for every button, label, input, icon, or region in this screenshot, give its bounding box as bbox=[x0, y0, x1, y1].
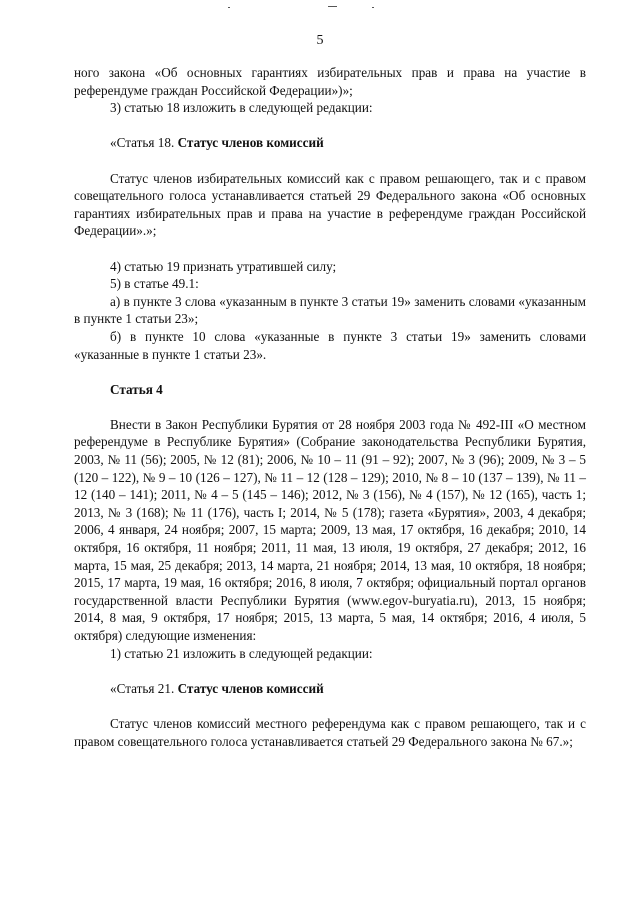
list-item: 4) статью 19 признать утратившей силу; bbox=[110, 258, 337, 274]
article-title: Статья 4 bbox=[110, 381, 163, 397]
list-item: 3) статью 18 изложить в следующей редакции: bbox=[110, 100, 373, 116]
article-title: Статус членов комиссий bbox=[177, 135, 324, 151]
scan-artifact bbox=[228, 7, 230, 8]
scan-artifact bbox=[328, 6, 337, 7]
paragraph: Статус членов комиссий местного референдума как с правом решающего, так и с правом совещательного голоса устанавливается статьей 29 Федерального закона № 67.»; bbox=[74, 715, 586, 749]
article-number: «Статья 21. bbox=[110, 680, 178, 696]
article-title: Статус членов комиссий bbox=[177, 680, 324, 696]
paragraph: ного закона «Об основных гарантиях избирательных прав и права на участие в референдуме граждан Российской Федерации»)»; bbox=[74, 65, 586, 98]
list-item: 1) статью 21 изложить в следующей редакции: bbox=[110, 645, 373, 661]
list-item: а) в пункте 3 слова «указанным в пункте 3 статьи 19» заменить словами «указанным в пункте 1 статьи 23»; bbox=[74, 293, 586, 327]
paragraph: Внести в Закон Республики Бурятия от 28 ноября 2003 года № 492-III «О местном референдуме в Республике Бурятия» (Собрание законодательства Республики Бурятия, 2003, № 11 (56); 2005, № 12 (81); 2006, № 10 – 11 (91 – 92); 2007, № 3 (96); 2009, № 3 – 5 (120 – 122), № 9 – 10 (126 – 127), № 11 – 12 (128 – 129); 2010, № 8 – 10 (137 – 139), № 11 – 12 (140 – 141); 2011, № 4 – 5 (145 – 146); 2012, № 3 (156), № 4 (157), № 12 (165), часть 1; 2013, № 3 (168); № 11 (176), часть I; 2014, № 5 (178); газета «Бурятия», 2003, 4 декабря; 2006, 4 января, 24 ноября; 2007, 15 марта; 2009, 13 мая, 17 октября, 16 декабря; 2010, 14 октября, 16 октября, 11 ноября; 2011, 11 мая, 13 июля, 19 октября, 27 декабря; 2012, 16 марта, 15 мая, 25 декабря; 2013, 14 марта, 21 ноября; 2014, 13 мая, 10 октября, 18 ноября; 2015, 17 марта, 19 мая, 16 октября; 2016, 8 июля, 7 октября; официальный портал органов государственной власти Республики Бурятия (www.egov-buryatia.ru), 2013, 15 ноября; 2014, 8 мая, 9 октября, 17 ноября; 2015, 13 марта, 5 мая, 14 октября; 2016, 4 июля, 5 октября) следующие изменения: bbox=[74, 416, 586, 643]
paragraph: Статус членов избирательных комиссий как с правом решающего, так и с правом совещательного голоса устанавливается статьей 29 Федерального закона «Об основных гарантиях избирательных прав и права на участие в референдуме граждан Российской Федерации».»; bbox=[74, 170, 586, 239]
document-body bbox=[74, 64, 586, 750]
article-heading bbox=[74, 381, 586, 399]
list-item: 5) в статье 49.1: bbox=[110, 276, 199, 292]
article-heading bbox=[74, 680, 586, 698]
article-number: «Статья 18. bbox=[110, 135, 178, 151]
scan-artifact bbox=[372, 7, 374, 8]
article-heading bbox=[74, 134, 586, 152]
list-item: б) в пункте 10 слова «указанные в пункте 3 статьи 19» заменить словами «указанные в пункте 1 статьи 23». bbox=[74, 328, 586, 362]
page-number: 5 bbox=[316, 33, 324, 48]
